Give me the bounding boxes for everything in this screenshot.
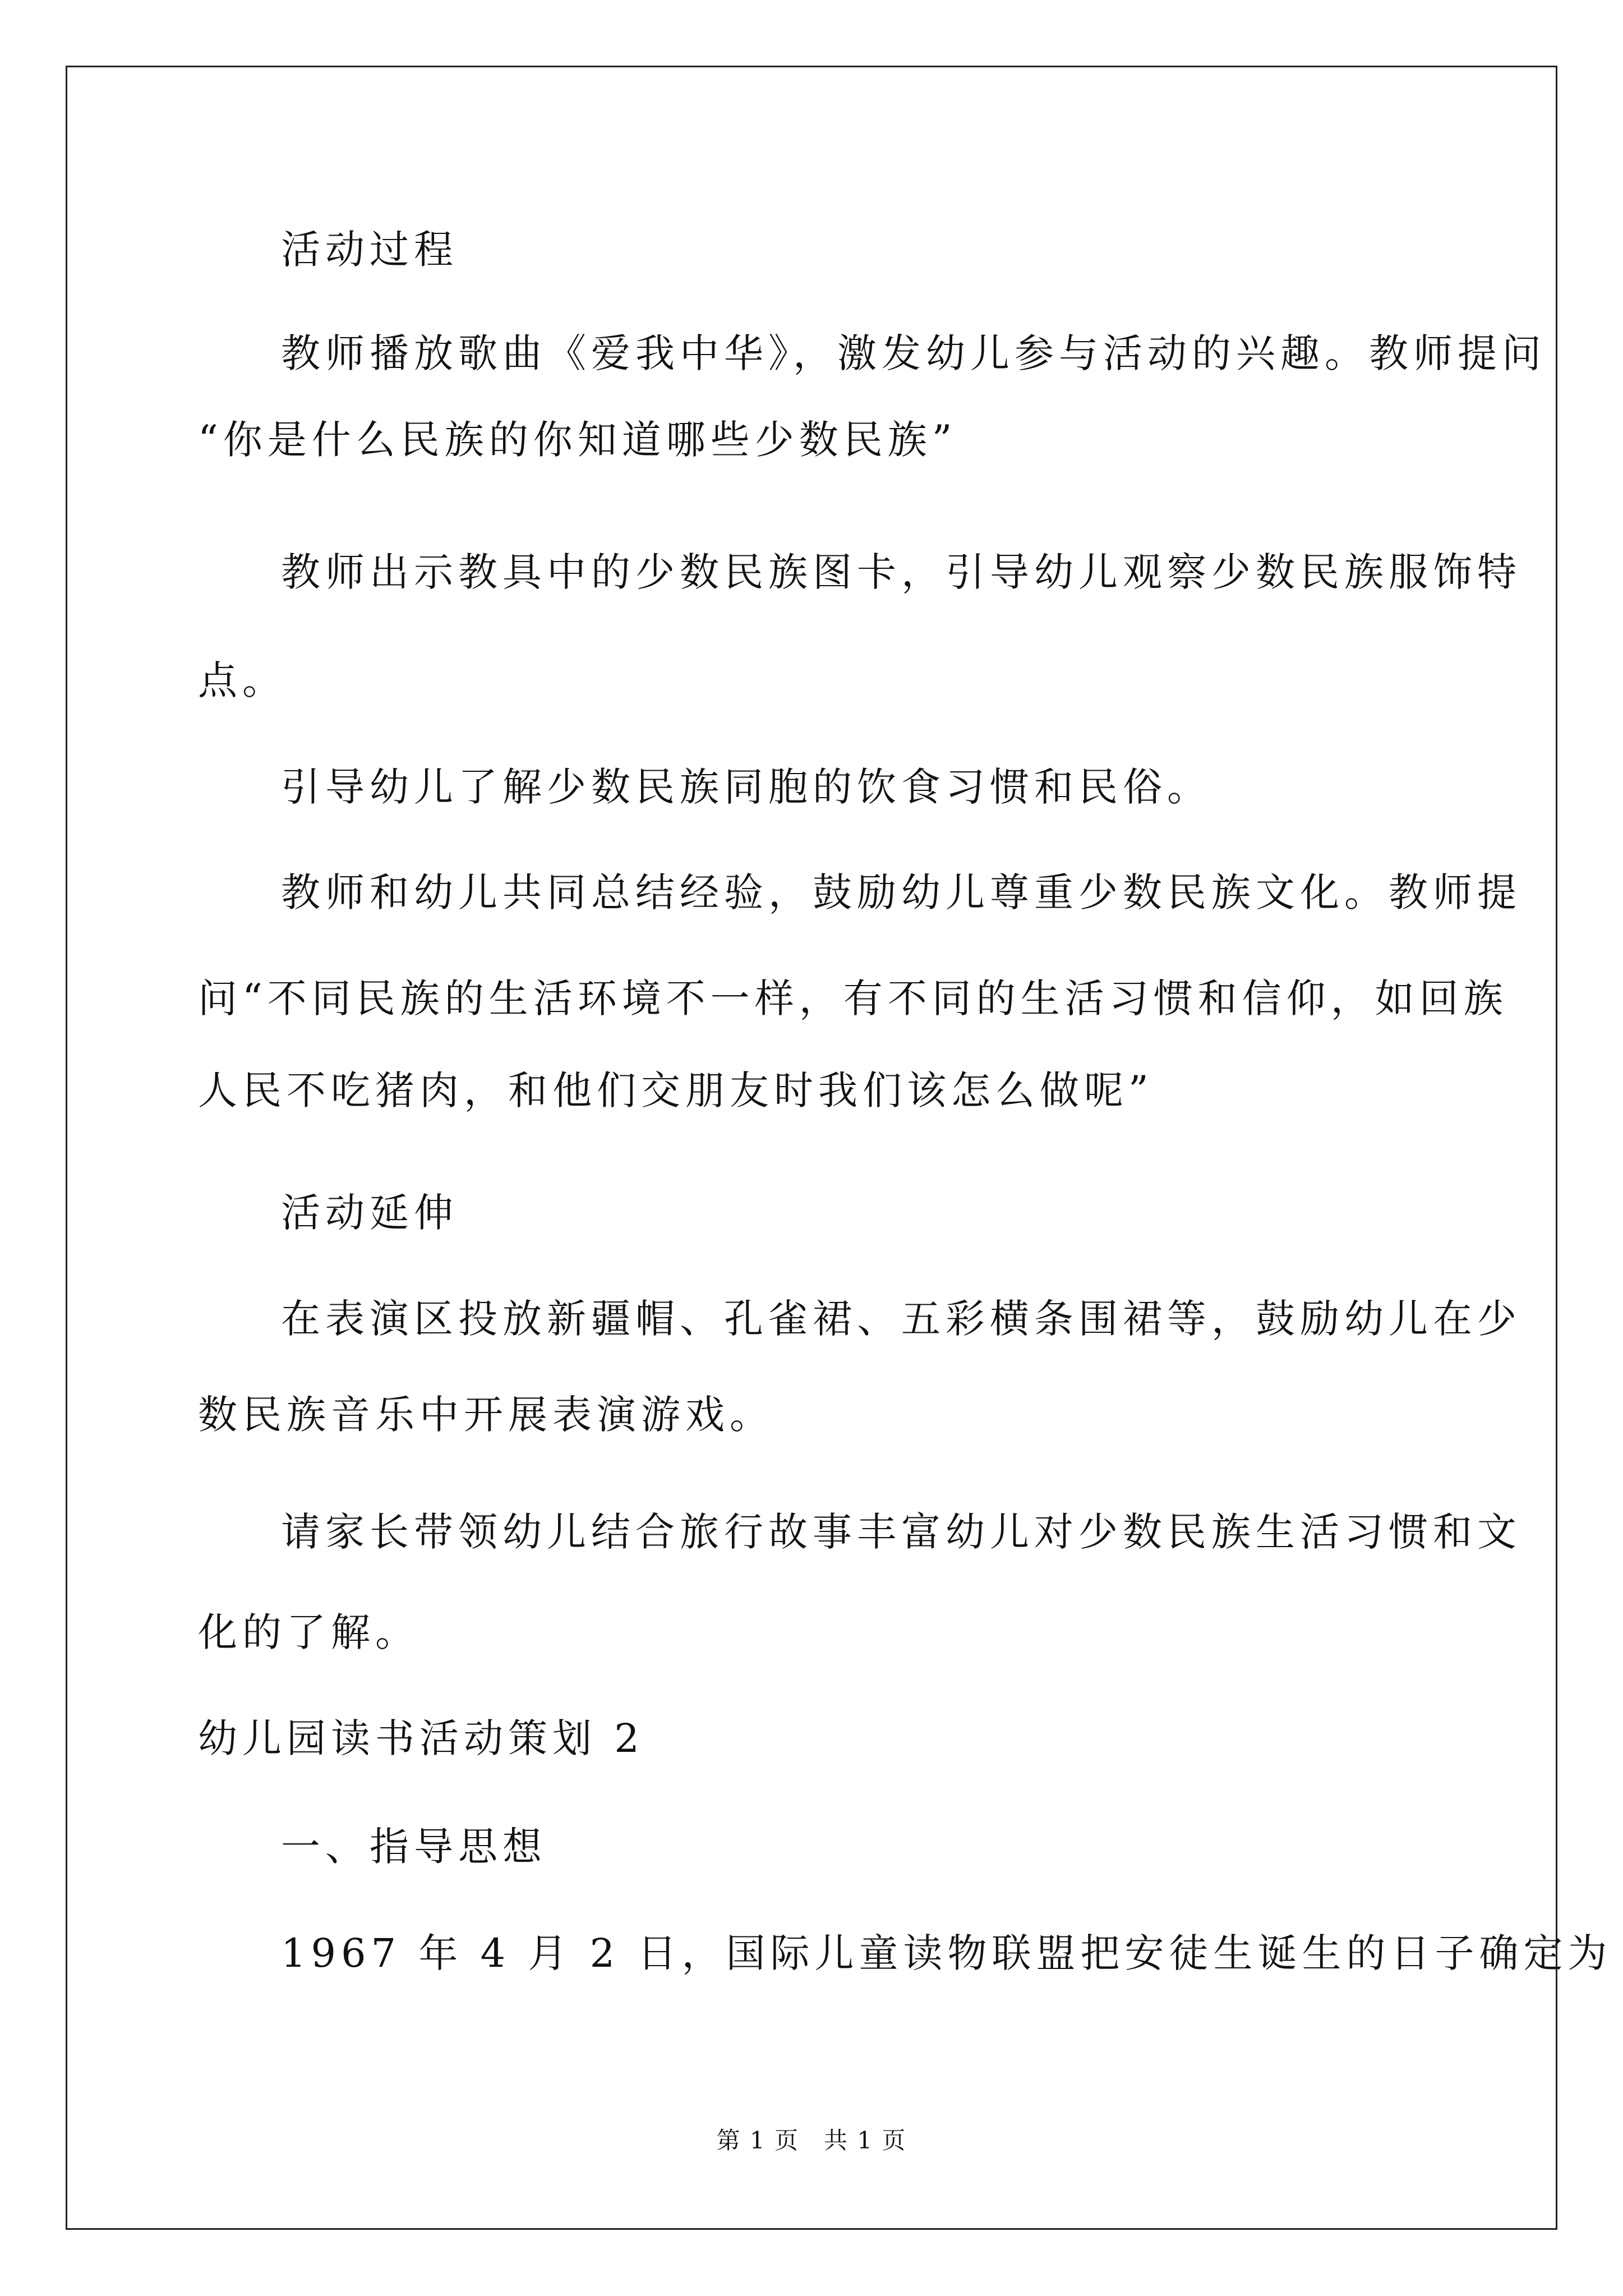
paragraph-line: 1967 年 4 月 2 日，国际儿童读物联盟把安徒生诞生的日子确定为 [281, 1930, 1612, 1976]
heading-activity-process: 活动过程 [281, 227, 458, 273]
heading-guiding-ideology: 一、指导思想 [281, 1824, 547, 1870]
paragraph-line: 数民族音乐中开展表演游戏。 [198, 1392, 774, 1438]
page-border [66, 66, 1557, 2230]
heading-activity-extension: 活动延伸 [281, 1190, 458, 1236]
paragraph-line: 教师播放歌曲《爱我中华》，激发幼儿参与活动的兴趣。教师提问 [281, 330, 1546, 376]
paragraph-line: 点。 [198, 657, 287, 703]
paragraph-line: 教师出示教具中的少数民族图卡，引导幼儿观察少数民族服饰特 [281, 549, 1521, 595]
page-footer: 第 1 页 共 1 页 [716, 2127, 907, 2154]
paragraph-line: 请家长带领幼儿结合旅行故事丰富幼儿对少数民族生活习惯和文 [281, 1509, 1521, 1555]
paragraph-line: 化的了解。 [198, 1609, 419, 1655]
paragraph-line: “你是什么民族的你知道哪些少数民族” [198, 417, 957, 463]
paragraph-line: 教师和幼儿共同总结经验，鼓励幼儿尊重少数民族文化。教师提 [281, 869, 1521, 915]
section-title: 幼儿园读书活动策划 2 [198, 1715, 644, 1761]
paragraph-line: 引导幼儿了解少数民族同胞的饮食习惯和民俗。 [281, 764, 1211, 810]
paragraph-line: 人民不吃猪肉，和他们交朋友时我们该怎么做呢” [198, 1068, 1154, 1114]
paragraph-line: 问“不同民族的生活环境不一样，有不同的生活习惯和信仰，如回族 [198, 976, 1508, 1022]
paragraph-line: 在表演区投放新疆帽、孔雀裙、五彩横条围裙等，鼓励幼儿在少 [281, 1296, 1521, 1342]
